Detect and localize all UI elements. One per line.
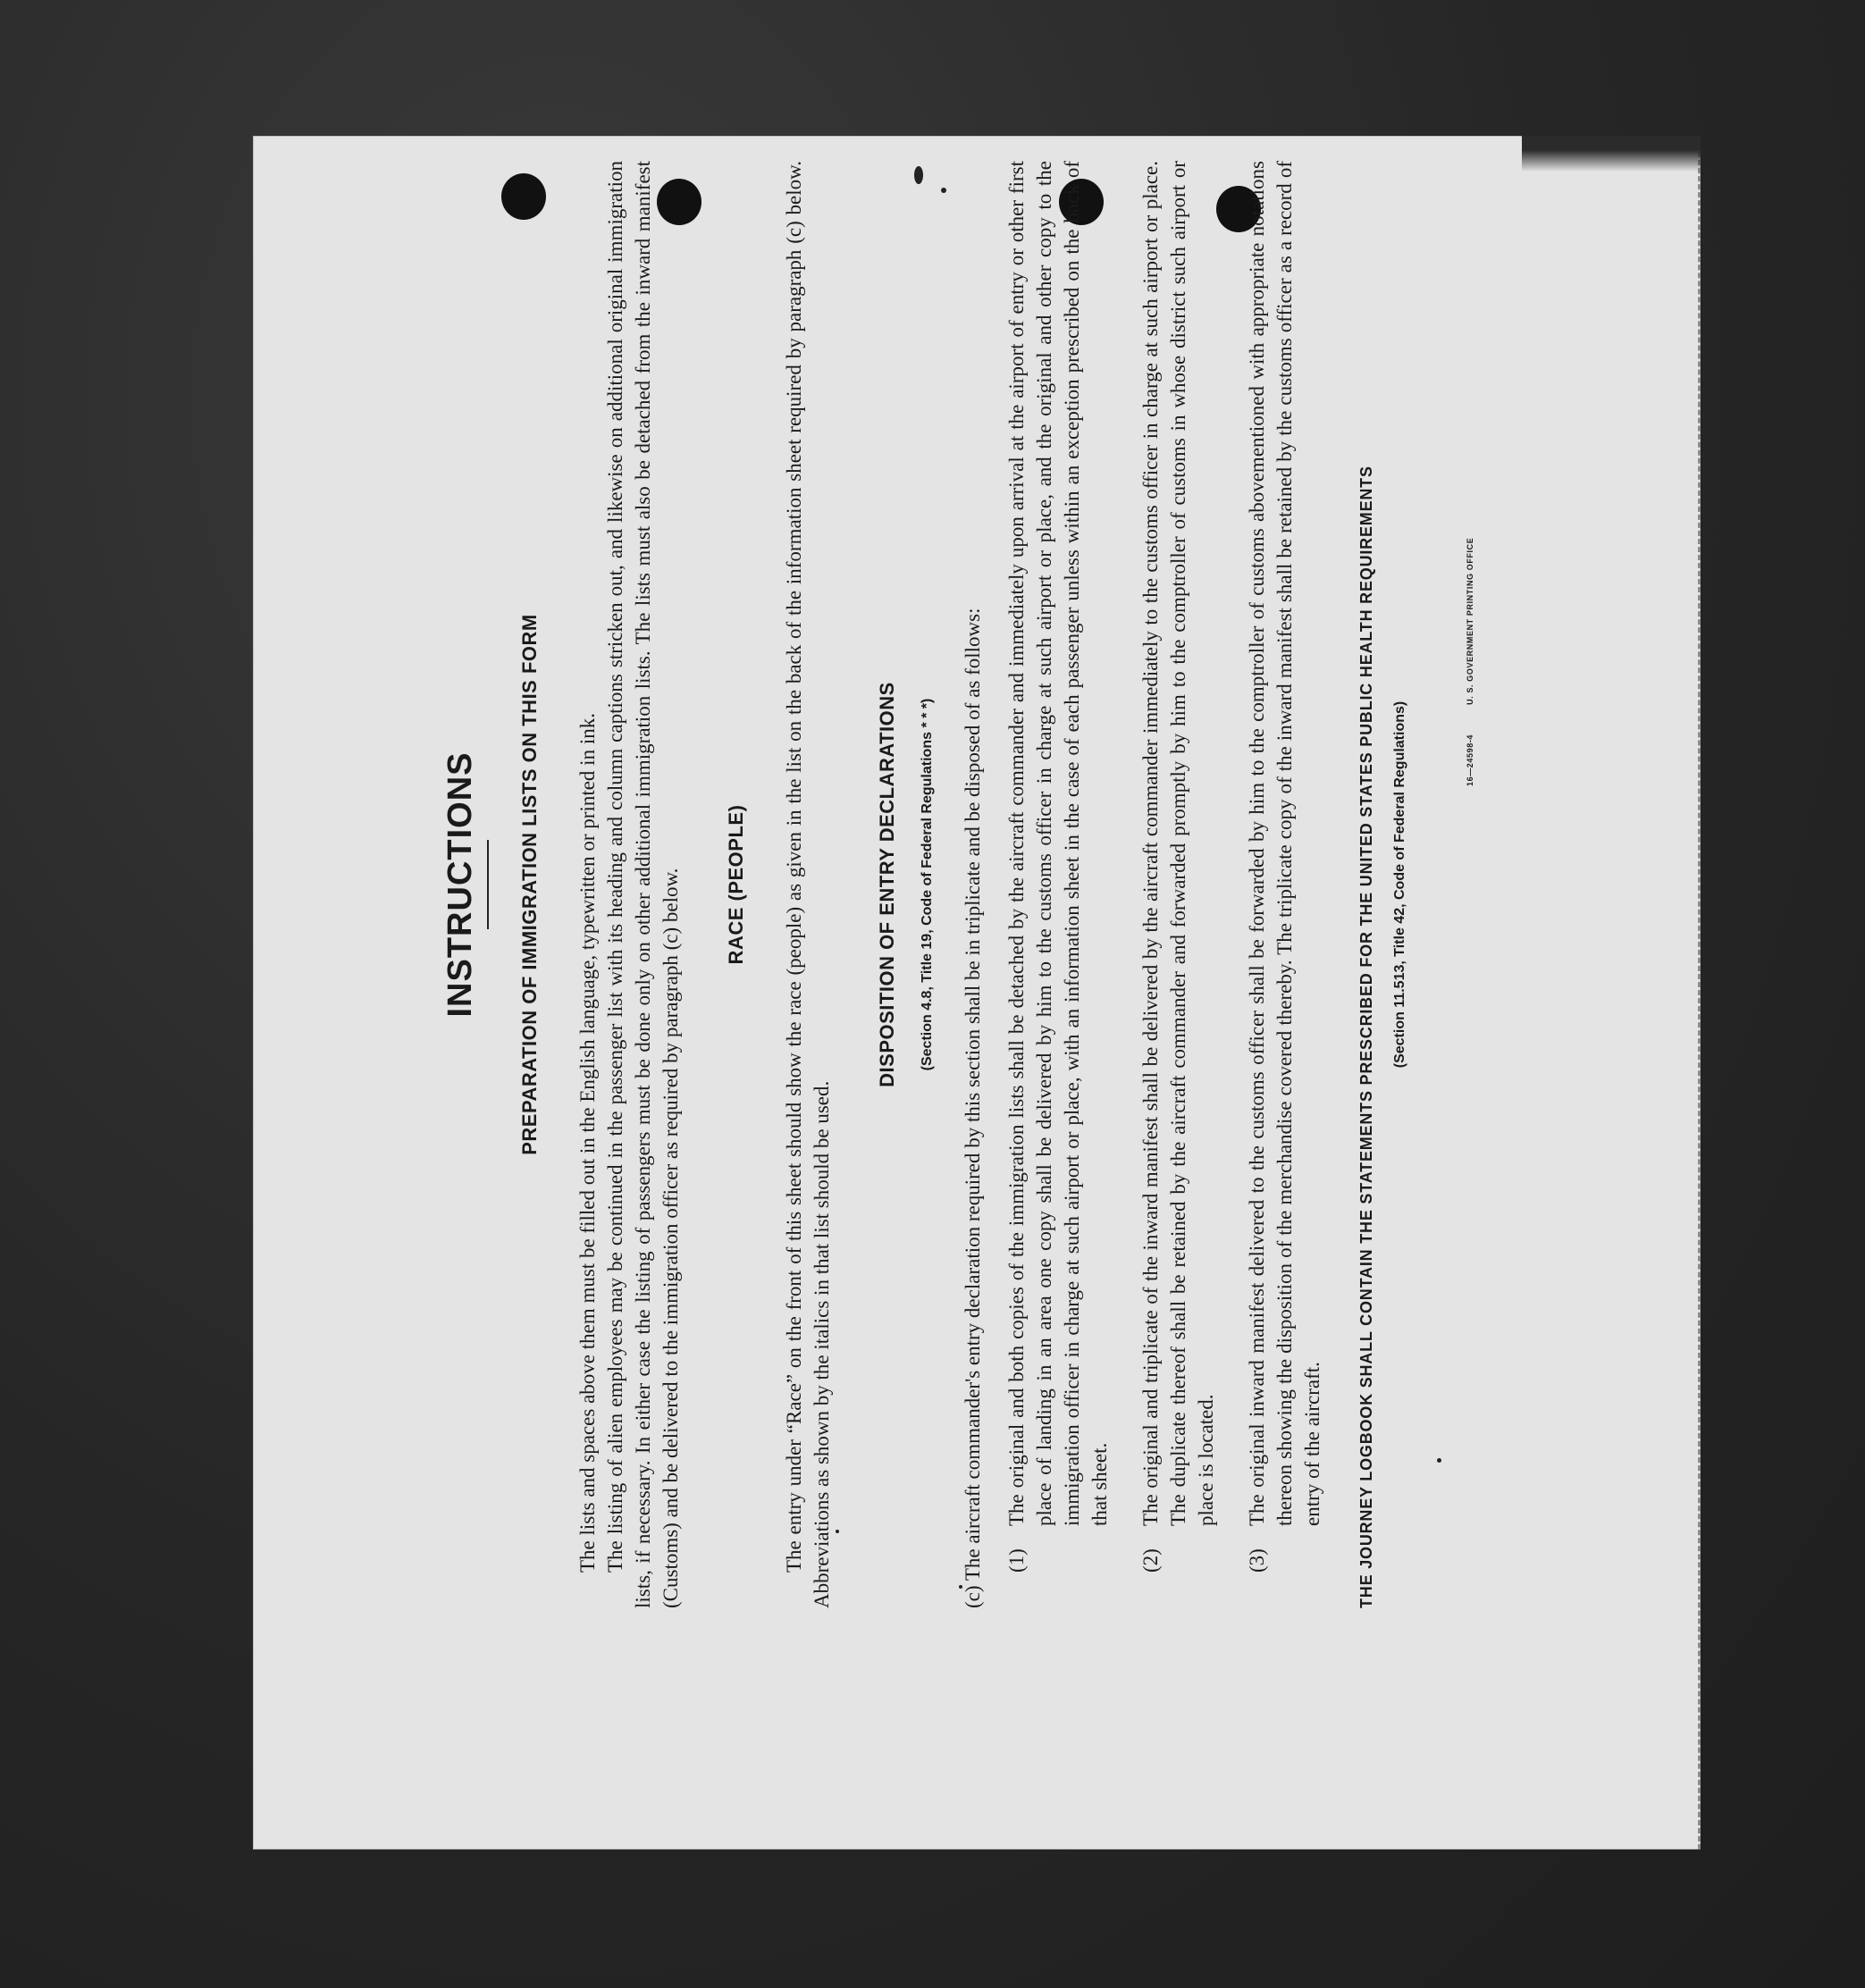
document-title: INSTRUCTIONS bbox=[441, 751, 479, 1018]
paragraph: The lists and spaces above them must be filled out in the English language, typewritten or printed in ink. bbox=[576, 713, 599, 1573]
paragraph: The entry under “Race” on the front of this sheet should show the race (people) as given in the list on the back of the information sheet required by paragraph (c) below. Abbreviations as shown by the italics in that list should be used. bbox=[783, 161, 833, 1608]
numbered-item bbox=[1137, 161, 1220, 1608]
perforated-edge bbox=[1693, 136, 1701, 1850]
item-text: The original and both copies of the immigration lists shall be detached by the aircraft commander and immediately upon arrival at the airport of entry or other first place of landing in an area one copy shall be delivered by him to the customs officer in charge at such airport or place, and the original and other copy to the immigration officer in charge at such airport or place, with an information sheet in the case of each passenger unless within an exception prescribed on the back of that sheet. bbox=[1005, 161, 1111, 1526]
numbered-item bbox=[1003, 161, 1113, 1608]
paragraph: The listing of alien employees may be continued in the passenger list with its heading and column captions stricken out, and likewise on additional original immigration lists, if necessary. In either case the listing of passengers must be done only on other additional immigration lists. The lists must also be detached from the inward manifest (Customs) and be delivered to the immigration officer as required by paragraph (c) below. bbox=[604, 161, 682, 1608]
logbook-statement: THE JOURNEY LOGBOOK SHALL CONTAIN THE STATEMENTS PRESCRIBED FOR THE UNITED STATES PUBLIC HEALTH REQUIREMENTS bbox=[1357, 466, 1375, 1608]
item-text: The original and triplicate of the inward manifest shall be delivered by the aircraft commander immediately to the customs officer in charge at such airport or place. The duplicate thereof shall be retained by the aircraft commander and forwarded promptly by him to the comptroller of customs in whose district such airport or place is located. bbox=[1139, 161, 1217, 1526]
intro-clause bbox=[959, 161, 987, 1608]
section-reference: (Section 4.8, Title 19, Code of Federal Regulations * * *) bbox=[920, 698, 935, 1071]
printer-line bbox=[1457, 161, 1484, 1608]
form-number: 16—24598-4 bbox=[1466, 734, 1474, 786]
rotated-text-block bbox=[179, 125, 1474, 1680]
clause-label: (c) bbox=[962, 1585, 984, 1608]
section-heading-race: RACE (PEOPLE) bbox=[725, 804, 747, 965]
printer-name: U. S. GOVERNMENT PRINTING OFFICE bbox=[1466, 537, 1474, 705]
section-heading-disposition: DISPOSITION OF ENTRY DECLARATIONS bbox=[876, 682, 898, 1087]
item-number: (3) bbox=[1246, 1548, 1268, 1573]
section-heading-preparation: PREPARATION OF IMMIGRATION LISTS ON THIS FORM bbox=[518, 614, 541, 1155]
torn-corner bbox=[1522, 136, 1701, 172]
numbered-item bbox=[1243, 161, 1326, 1608]
item-number: (2) bbox=[1139, 1548, 1162, 1573]
clause-text: The aircraft commander's entry declaration required by this section shall be in triplicate and be disposed of as follows: bbox=[962, 608, 984, 1581]
item-text: The original inward manifest delivered to the customs officer shall be forwarded by him to the comptroller of customs abovementioned with appropriate notations thereon showing the disposition of the merchandise covered thereby. The triplicate copy of the inward manifest shall be retained by the customs officer as a record of entry of the aircraft. bbox=[1246, 161, 1323, 1526]
title-underline bbox=[487, 840, 489, 929]
item-number: (1) bbox=[1005, 1548, 1028, 1573]
logbook-reference: (Section 11.513, Title 42, Code of Federal Regulations) bbox=[1392, 700, 1407, 1069]
